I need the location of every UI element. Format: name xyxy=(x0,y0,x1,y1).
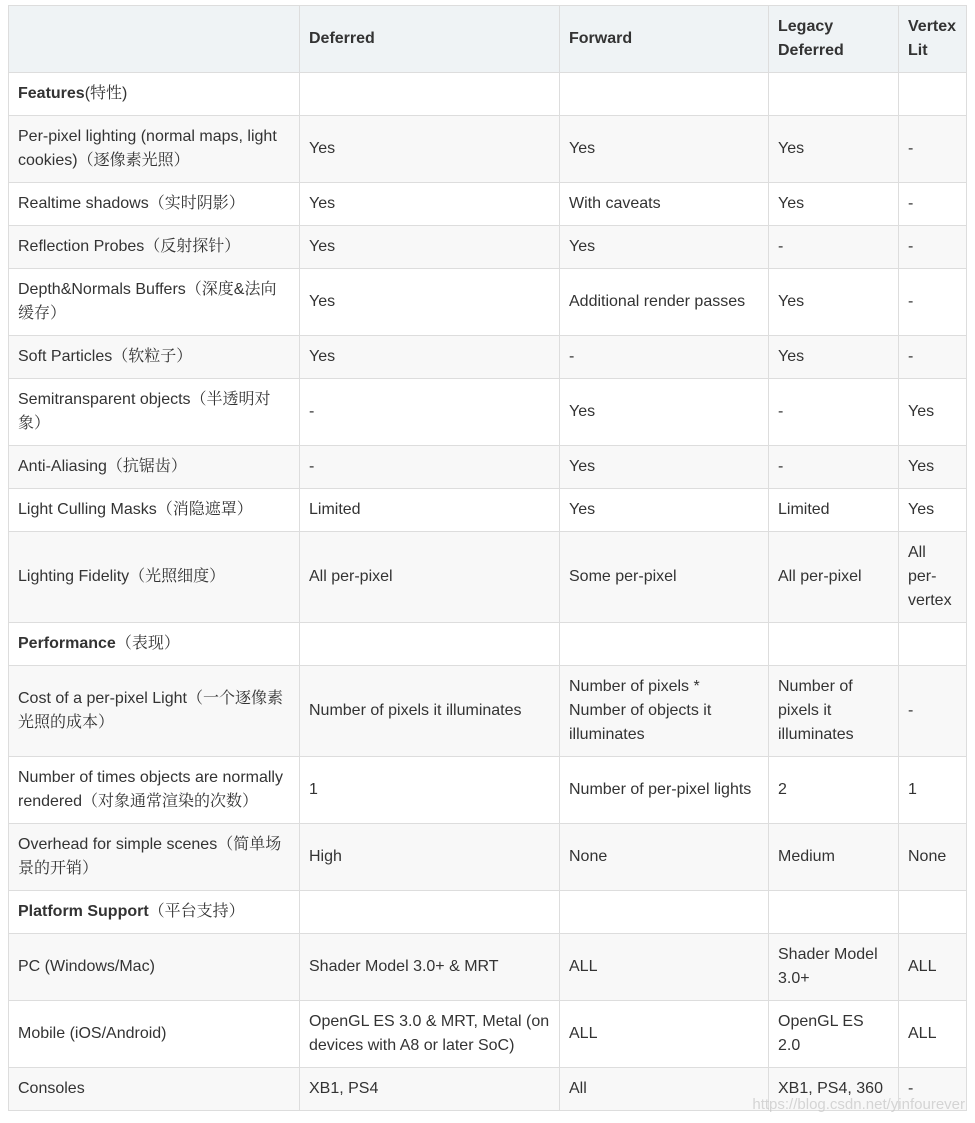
section-row-platform-support xyxy=(9,891,967,934)
row-label: Anti-Aliasing（抗锯齿） xyxy=(9,446,300,489)
row-label: Realtime shadows（实时阴影） xyxy=(9,183,300,226)
row-label: Overhead for simple scenes（简单场景的开销） xyxy=(9,824,300,891)
cell-deferred: High xyxy=(300,824,560,891)
cell-vertex-lit: ALL xyxy=(899,934,967,1001)
empty-cell xyxy=(300,623,560,666)
header-cell-empty xyxy=(9,6,300,73)
cell-deferred: Yes xyxy=(300,183,560,226)
section-title: Performance xyxy=(18,635,116,652)
empty-cell xyxy=(300,73,560,116)
row-label: Semitransparent objects（半透明对象） xyxy=(9,379,300,446)
empty-cell xyxy=(899,73,967,116)
cell-vertex-lit: - xyxy=(899,269,967,336)
cell-legacy-deferred: Medium xyxy=(769,824,899,891)
cell-deferred: Shader Model 3.0+ & MRT xyxy=(300,934,560,1001)
cell-vertex-lit: Yes xyxy=(899,489,967,532)
empty-cell xyxy=(899,623,967,666)
cell-forward: Yes xyxy=(560,446,769,489)
cell-deferred: Number of pixels it illuminates xyxy=(300,666,560,757)
row-label: Per-pixel lighting (normal maps, light cookies)（逐像素光照） xyxy=(9,116,300,183)
cell-deferred: Yes xyxy=(300,269,560,336)
table-row xyxy=(9,379,967,446)
cell-forward: With caveats xyxy=(560,183,769,226)
row-label: Depth&Normals Buffers（深度&法向缓存） xyxy=(9,269,300,336)
cell-vertex-lit: - xyxy=(899,226,967,269)
section-title: Platform Support xyxy=(18,903,149,920)
row-label: Consoles xyxy=(9,1068,300,1111)
cell-legacy-deferred: Yes xyxy=(769,336,899,379)
empty-cell xyxy=(769,623,899,666)
section-title-zh: （表现） xyxy=(115,635,180,652)
table-row xyxy=(9,336,967,379)
cell-forward: - xyxy=(560,336,769,379)
header-cell-forward: Forward xyxy=(560,6,769,73)
cell-legacy-deferred: Yes xyxy=(769,269,899,336)
table-row xyxy=(9,226,967,269)
table-row xyxy=(9,489,967,532)
cell-legacy-deferred: XB1, PS4, 360 xyxy=(769,1068,899,1111)
cell-forward: Yes xyxy=(560,116,769,183)
cell-deferred: 1 xyxy=(300,757,560,824)
table-row xyxy=(9,934,967,1001)
cell-forward: Number of per-pixel lights xyxy=(560,757,769,824)
cell-forward: Yes xyxy=(560,489,769,532)
cell-legacy-deferred: Yes xyxy=(769,116,899,183)
section-title-cell xyxy=(9,623,300,666)
cell-deferred: Limited xyxy=(300,489,560,532)
cell-deferred: - xyxy=(300,379,560,446)
table-row xyxy=(9,183,967,226)
cell-forward: Yes xyxy=(560,379,769,446)
empty-cell xyxy=(899,891,967,934)
section-title: Features xyxy=(18,85,85,102)
cell-vertex-lit: Yes xyxy=(899,379,967,446)
cell-vertex-lit: - xyxy=(899,666,967,757)
cell-vertex-lit: - xyxy=(899,116,967,183)
cell-deferred: XB1, PS4 xyxy=(300,1068,560,1111)
cell-vertex-lit: - xyxy=(899,336,967,379)
table-body xyxy=(9,73,967,1111)
cell-legacy-deferred: Number of pixels it illuminates xyxy=(769,666,899,757)
header-row xyxy=(9,6,967,73)
cell-forward: Additional render passes xyxy=(560,269,769,336)
cell-deferred: Yes xyxy=(300,116,560,183)
empty-cell xyxy=(560,891,769,934)
cell-forward: ALL xyxy=(560,1001,769,1068)
cell-forward: Yes xyxy=(560,226,769,269)
empty-cell xyxy=(769,73,899,116)
cell-legacy-deferred: Yes xyxy=(769,183,899,226)
cell-vertex-lit: - xyxy=(899,183,967,226)
cell-vertex-lit: ALL xyxy=(899,1001,967,1068)
section-title-zh: （平台支持） xyxy=(148,903,245,920)
rendering-path-comparison-table xyxy=(8,5,967,1111)
table-row xyxy=(9,666,967,757)
table-row xyxy=(9,446,967,489)
table-row xyxy=(9,824,967,891)
cell-deferred: OpenGL ES 3.0 & MRT, Metal (on devices with A8 or later SoC) xyxy=(300,1001,560,1068)
row-label: Soft Particles（软粒子） xyxy=(9,336,300,379)
row-label: Light Culling Masks（消隐遮罩） xyxy=(9,489,300,532)
cell-vertex-lit: 1 xyxy=(899,757,967,824)
cell-legacy-deferred: - xyxy=(769,446,899,489)
cell-forward: None xyxy=(560,824,769,891)
cell-legacy-deferred: - xyxy=(769,226,899,269)
cell-vertex-lit: All per-vertex xyxy=(899,532,967,623)
cell-vertex-lit: None xyxy=(899,824,967,891)
empty-cell xyxy=(560,623,769,666)
cell-vertex-lit: Yes xyxy=(899,446,967,489)
cell-deferred: All per-pixel xyxy=(300,532,560,623)
cell-legacy-deferred: - xyxy=(769,379,899,446)
cell-legacy-deferred: OpenGL ES 2.0 xyxy=(769,1001,899,1068)
section-title-zh: (特性) xyxy=(84,85,128,102)
section-title-cell xyxy=(9,891,300,934)
cell-forward: ALL xyxy=(560,934,769,1001)
table-row xyxy=(9,1068,967,1111)
cell-vertex-lit: - xyxy=(899,1068,967,1111)
table-row xyxy=(9,1001,967,1068)
row-label: Mobile (iOS/Android) xyxy=(9,1001,300,1068)
table-row xyxy=(9,269,967,336)
cell-legacy-deferred: Shader Model 3.0+ xyxy=(769,934,899,1001)
empty-cell xyxy=(769,891,899,934)
table-header xyxy=(9,6,967,73)
table-row xyxy=(9,757,967,824)
section-row-features xyxy=(9,73,967,116)
cell-forward: Some per-pixel xyxy=(560,532,769,623)
section-row-performance xyxy=(9,623,967,666)
cell-legacy-deferred: Limited xyxy=(769,489,899,532)
header-cell-deferred: Deferred xyxy=(300,6,560,73)
row-label: PC (Windows/Mac) xyxy=(9,934,300,1001)
cell-deferred: - xyxy=(300,446,560,489)
empty-cell xyxy=(560,73,769,116)
watermark: https://blog.csdn.net/yinfourever xyxy=(752,1096,965,1113)
row-label: Reflection Probes（反射探针） xyxy=(9,226,300,269)
header-cell-legacy-deferred: Legacy Deferred xyxy=(769,6,899,73)
header-cell-vertex-lit: Vertex Lit xyxy=(899,6,967,73)
cell-deferred: Yes xyxy=(300,336,560,379)
cell-legacy-deferred: All per-pixel xyxy=(769,532,899,623)
cell-forward: All xyxy=(560,1068,769,1111)
row-label: Number of times objects are normally rendered（对象通常渲染的次数） xyxy=(9,757,300,824)
table-row xyxy=(9,532,967,623)
cell-forward: Number of pixels * Number of objects it illuminates xyxy=(560,666,769,757)
section-title-cell xyxy=(9,73,300,116)
cell-legacy-deferred: 2 xyxy=(769,757,899,824)
empty-cell xyxy=(300,891,560,934)
cell-deferred: Yes xyxy=(300,226,560,269)
row-label: Cost of a per-pixel Light（一个逐像素光照的成本） xyxy=(9,666,300,757)
table-row xyxy=(9,116,967,183)
row-label: Lighting Fidelity（光照细度） xyxy=(9,532,300,623)
